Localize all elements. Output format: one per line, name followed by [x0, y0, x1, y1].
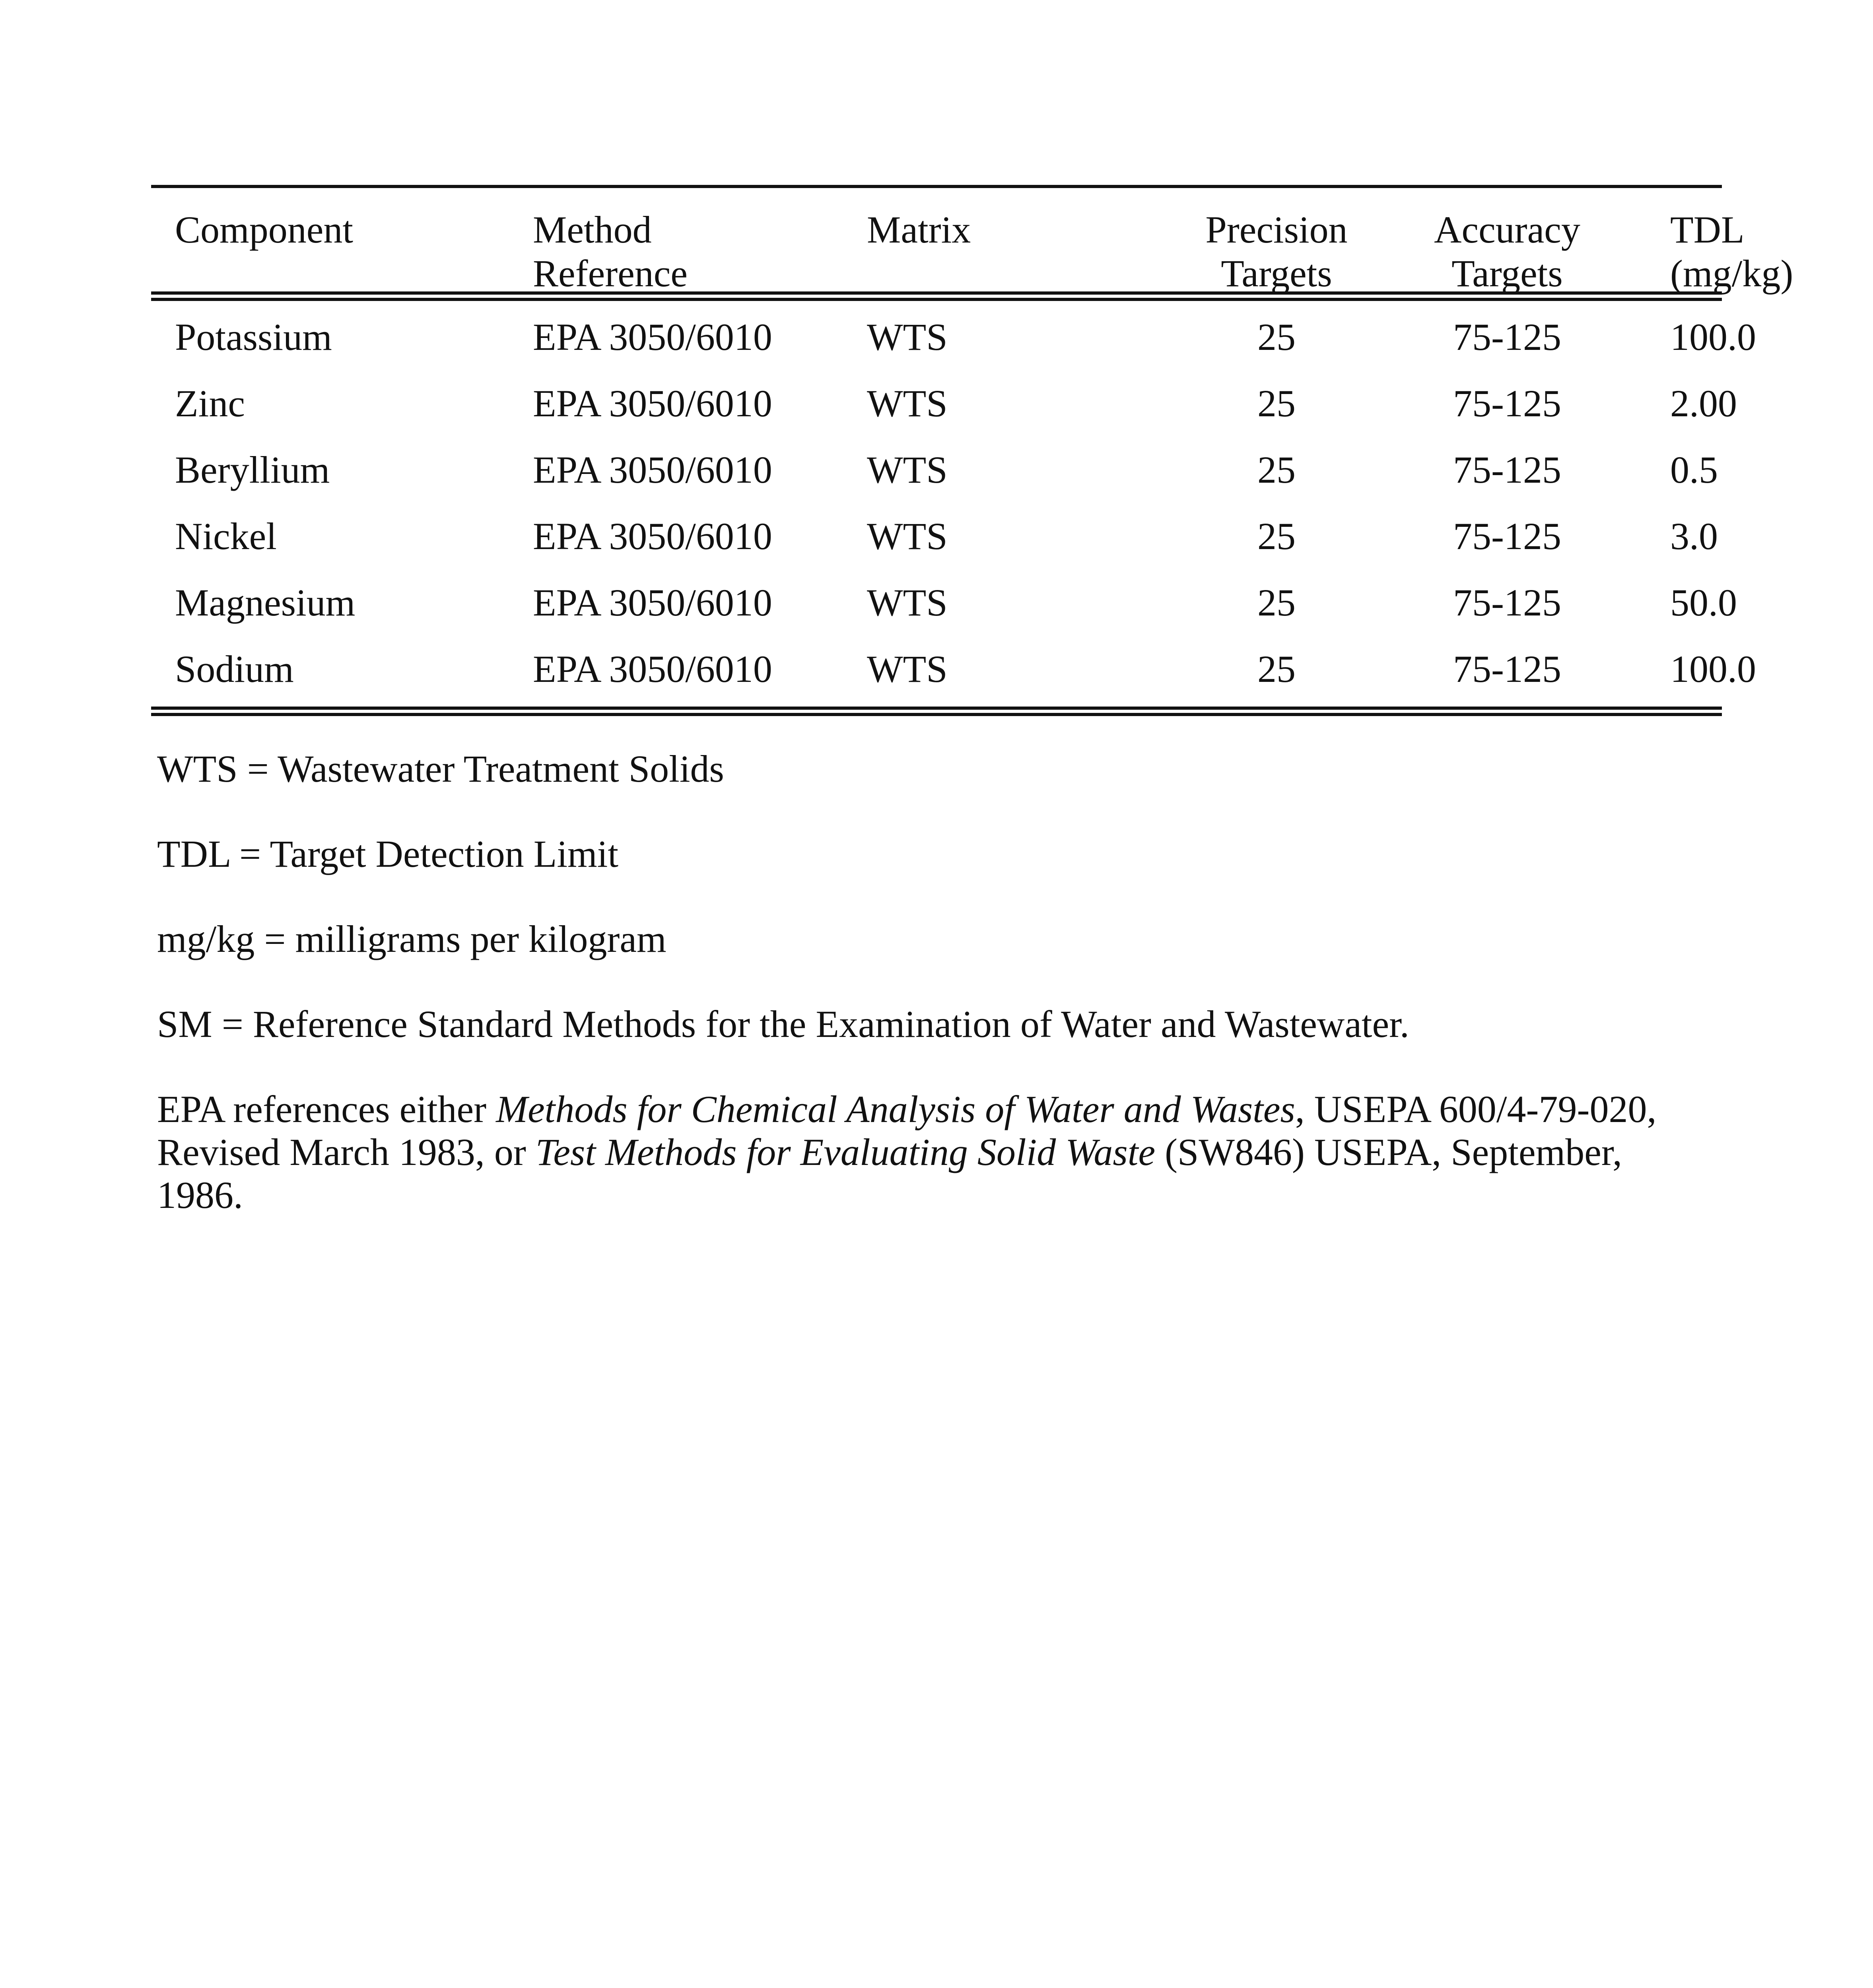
- cell-component: Nickel: [175, 515, 277, 557]
- note-mgkg: mg/kg = milligrams per kilogram: [157, 918, 666, 960]
- header-tdl: [1670, 208, 1793, 295]
- cell-method: EPA 3050/6010: [533, 515, 772, 557]
- header-precision-targets: [1201, 208, 1352, 295]
- cell-accuracy: 75-125: [1453, 515, 1561, 557]
- table-body: [151, 301, 1756, 707]
- cell-precision: 25: [1257, 382, 1296, 425]
- epa-text-2: , USEPA 600/4-79-020, Revised March 1983, or: [157, 1088, 1657, 1173]
- cell-accuracy: 75-125: [1453, 382, 1561, 425]
- cell-tdl: 2.00: [1670, 382, 1737, 425]
- cell-tdl: 3.0: [1670, 515, 1718, 557]
- header-method-line1: Method: [533, 208, 652, 251]
- cell-component: Sodium: [175, 648, 294, 690]
- cell-precision: 25: [1257, 515, 1296, 557]
- cell-precision: 25: [1257, 648, 1296, 690]
- cell-component: Magnesium: [175, 581, 356, 624]
- table-notes: [157, 747, 1728, 1259]
- qa-targets-table: [151, 185, 1793, 716]
- table-row: [151, 635, 1756, 702]
- cell-method: EPA 3050/6010: [533, 382, 772, 425]
- cell-precision: 25: [1257, 448, 1296, 491]
- cell-accuracy: 75-125: [1453, 316, 1561, 358]
- note-sm: SM = Reference Standard Methods for the Examination of Water and Wastewater.: [157, 1003, 1409, 1045]
- cell-matrix: WTS: [867, 581, 948, 624]
- cell-tdl: 0.5: [1670, 448, 1718, 491]
- header-matrix: Matrix: [867, 208, 971, 251]
- table-row: [151, 370, 1737, 436]
- header-accuracy-line2: Targets: [1451, 252, 1563, 295]
- cell-matrix: WTS: [867, 316, 948, 358]
- table-row: [151, 436, 1722, 503]
- table-top-rule: [151, 185, 1722, 188]
- cell-method: EPA 3050/6010: [533, 581, 772, 624]
- note-epa-references: [157, 1088, 1708, 1217]
- header-method-line2: Reference: [533, 252, 688, 295]
- cell-matrix: WTS: [867, 515, 948, 557]
- cell-matrix: WTS: [867, 648, 948, 690]
- epa-text-3: (SW846) USEPA, September, 1986.: [157, 1131, 1622, 1216]
- cell-accuracy: 75-125: [1453, 581, 1561, 624]
- cell-component: Zinc: [175, 382, 245, 425]
- cell-method: EPA 3050/6010: [533, 648, 772, 690]
- epa-title-1: Methods for Chemical Analysis of Water and Wastes: [496, 1088, 1295, 1130]
- cell-tdl: 100.0: [1670, 316, 1756, 358]
- cell-precision: 25: [1257, 581, 1296, 624]
- table-row: [151, 503, 1722, 569]
- cell-method: EPA 3050/6010: [533, 316, 772, 358]
- cell-precision: 25: [1257, 316, 1296, 358]
- cell-accuracy: 75-125: [1453, 448, 1561, 491]
- cell-tdl: 100.0: [1670, 648, 1756, 690]
- table-bottom-double-rule: [151, 707, 1722, 716]
- table-row: [151, 303, 1756, 370]
- note-tdl: TDL = Target Detection Limit: [157, 833, 619, 875]
- cell-component: Beryllium: [175, 448, 330, 491]
- cell-component: Potassium: [175, 316, 332, 358]
- cell-method: EPA 3050/6010: [533, 448, 772, 491]
- cell-accuracy: 75-125: [1453, 648, 1561, 690]
- table-header-row: [151, 188, 1793, 295]
- epa-title-2: Test Methods for Evaluating Solid Waste: [535, 1131, 1156, 1173]
- cell-matrix: WTS: [867, 382, 948, 425]
- header-method-reference: [533, 208, 688, 295]
- header-precision-line1: Precision: [1205, 208, 1348, 251]
- table-row: [151, 569, 1737, 635]
- cell-matrix: WTS: [867, 448, 948, 491]
- header-precision-line2: Targets: [1221, 252, 1332, 295]
- header-accuracy-line1: Accuracy: [1434, 208, 1580, 251]
- header-component: Component: [175, 208, 353, 251]
- cell-tdl: 50.0: [1670, 581, 1737, 624]
- note-wts: WTS = Wastewater Treatment Solids: [157, 747, 724, 790]
- header-tdl-line2: (mg/kg): [1670, 252, 1793, 295]
- header-tdl-line1: TDL: [1670, 208, 1745, 251]
- epa-text-1: EPA references either: [157, 1088, 496, 1130]
- header-accuracy-targets: [1432, 208, 1583, 295]
